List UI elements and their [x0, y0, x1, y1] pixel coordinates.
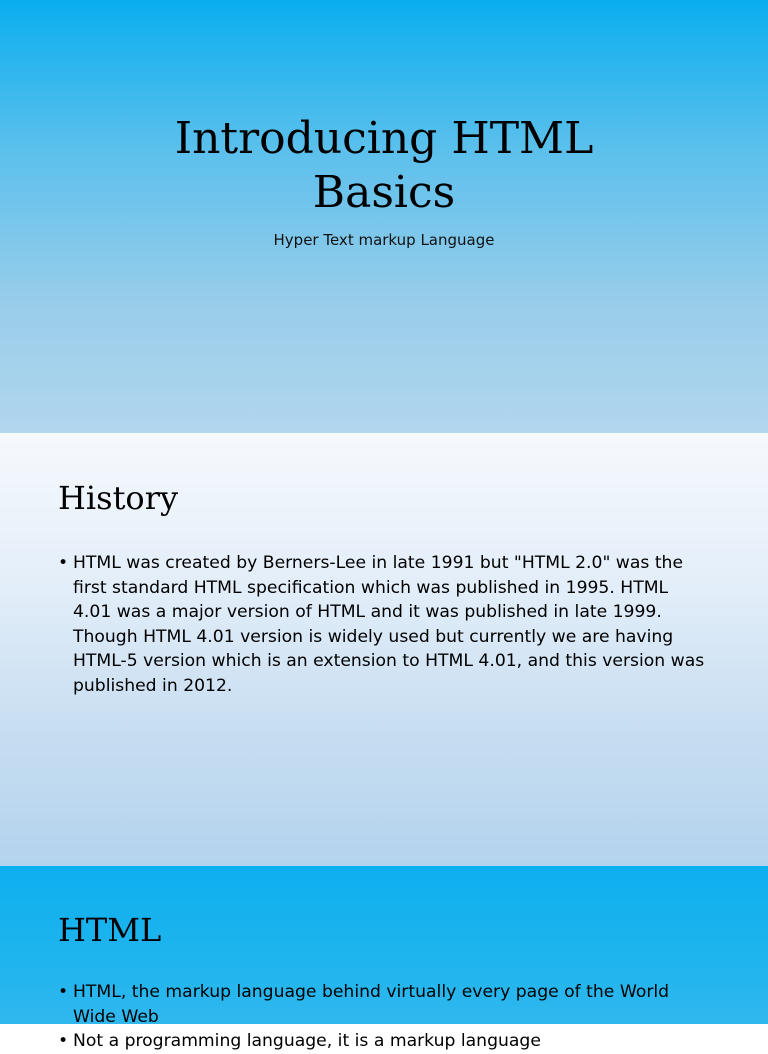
list-item — [58, 1029, 708, 1054]
list-item — [58, 551, 708, 699]
bullet-icon: • — [58, 982, 69, 1002]
bullet-icon: • — [58, 553, 69, 573]
html-heading: HTML — [58, 911, 162, 949]
bullet-text: HTML, the markup language behind virtually every page of the World Wide Web — [73, 982, 670, 1027]
html-slide — [0, 866, 768, 1052]
title-line-1: Introducing HTML — [174, 113, 594, 164]
slide-title — [0, 112, 768, 220]
bullet-text: HTML was created by Berners-Lee in late 1991 but "HTML 2.0" was the first standard HTML specification which was published in 1995. HTML 4.01 was a major version of HTML and it was published in late 1999. Though HTML 4.01 version is widely used but currently we are having HTML-5 version which is an extension to HTML 4.01, and this version was published in 2012. — [73, 553, 705, 696]
title-slide — [0, 0, 768, 433]
bullet-icon: • — [58, 1031, 69, 1052]
history-heading: History — [58, 479, 179, 517]
history-bullet-list — [58, 551, 708, 699]
bullet-text: Not a programming language, it is a markup language — [73, 1031, 541, 1052]
history-slide — [0, 433, 768, 866]
html-bullet-list — [58, 980, 708, 1054]
list-item — [58, 980, 708, 1029]
title-line-2: Basics — [312, 167, 456, 218]
slide-subtitle: Hyper Text markup Language — [273, 231, 495, 249]
